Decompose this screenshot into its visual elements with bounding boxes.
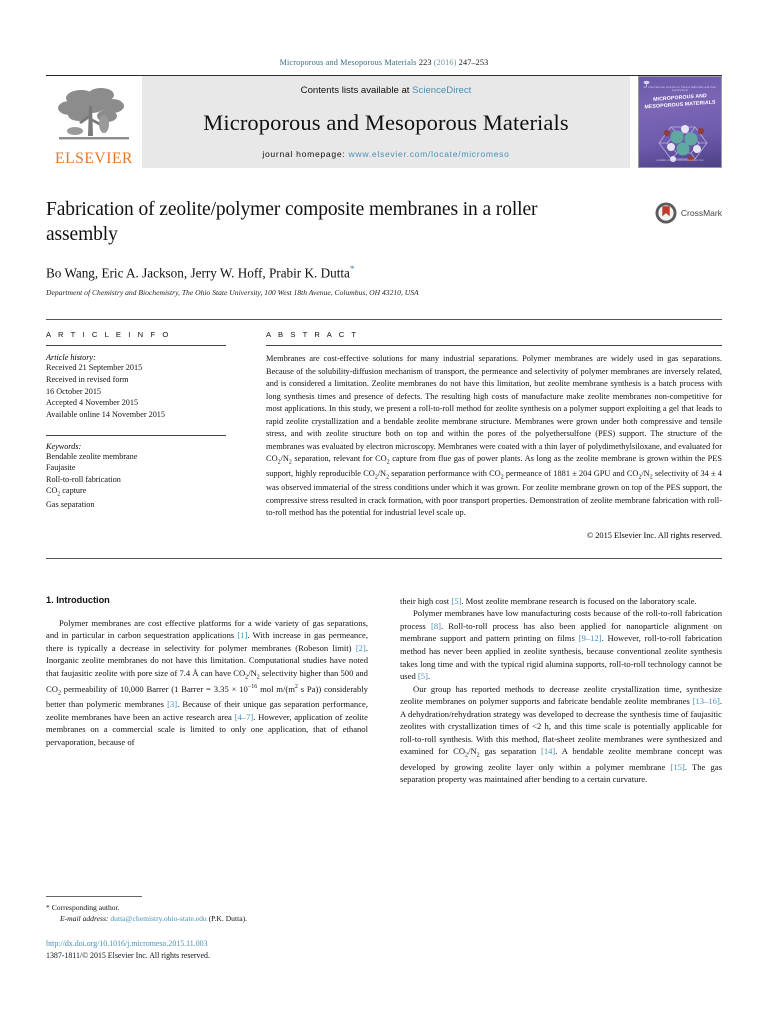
citation-ref[interactable]: [3] <box>167 699 178 709</box>
cover-top-line: An International Journal on Porous Materials and their Applications <box>643 86 717 92</box>
email-owner: (P.K. Dutta). <box>208 914 247 924</box>
doi-block <box>46 938 210 962</box>
keywords-block <box>46 435 226 511</box>
contents-prefix: Contents lists available at <box>300 85 410 96</box>
history-item: Received in revised form <box>46 374 129 384</box>
issn-copyright-line: 1387-1811/© 2015 Elsevier Inc. All rights reserved. <box>46 950 210 960</box>
history-item: Accepted 4 November 2015 <box>46 398 139 408</box>
abstract-copyright: © 2015 Elsevier Inc. All rights reserved. <box>586 530 722 540</box>
email-label: E-mail address: <box>60 914 109 924</box>
footnote-marker: * <box>46 903 50 912</box>
keyword-item: Roll-to-roll fabrication <box>46 474 121 484</box>
homepage-prefix: journal homepage: <box>262 149 346 159</box>
keywords-label: Keywords: <box>46 441 82 451</box>
intro-paragraph-3: Our group has reported methods to decrease zeolite crystallization time, synthesize zeolite membranes on polymer supports and fabricate bendable zeolite membranes [13–16]. A dehydration/rehydration strategy was developed to decrease the synthesis time of faujasitic zeolites with crystallization times of <2 h, and this time scale is potentially applicable for roll-to-roll synthesis. With this method, flat-sheet zeolite membranes were synthesized and examined for $CO_2/N_2$ gas separation [14]. A bendable zeolite membrane concept was developed by growing zeolite layer only within a polymer membrane [15]. The gas separation property was maintained after bending to a certain curvature. <box>400 683 723 785</box>
running-head-year: (2016) <box>433 58 457 67</box>
history-item: Available online 14 November 2015 <box>46 409 165 419</box>
citation-ref[interactable]: [1] <box>237 630 248 641</box>
info-section-bottom-rule <box>46 558 722 559</box>
crossmark-badge[interactable] <box>655 202 722 224</box>
page-title: Fabrication of zeolite/polymer composite membranes in a roller assembly <box>46 199 538 245</box>
corresponding-author-note <box>46 902 366 913</box>
keywords-rule <box>46 435 226 436</box>
crossmark-label: CrossMark <box>680 208 722 218</box>
homepage-url-link[interactable]: www.elsevier.com/locate/micromeso <box>348 149 510 159</box>
keyword-item-co2-capture: $CO_2$ capture <box>46 486 87 499</box>
abstract-text: Membranes are cost-effective solutions for many industrial separations. Polymer membranes are widely used in gas separations. Because of the solubility-diffusion mechanism of transport, the permeance and selectivity of polymer membranes are inversely related, and is considered a limitation. Zeolite membranes do not have this limitation, but zeolite membrane synthesis is a batch process with long synthesis times and presence of defects. The resulting high costs of manufacture make zeolite membranes non-competitive for most applications. In this study, we present a roll-to-roll method for zeolite synthesis on a polymer support exploiting a gel that leads to rapid zeolite crystallization and a bendable zeolite membrane structure. Membranes were grown under both compressive and tensile stress, and with zeolite structure both on top and within the pores of the polyethersulfone (PES) support. The structure of the membranes was evaluated by electron microscopy. Membranes were coated with a thin layer of polydimethylsiloxane, and evaluated for $CO_2/N_2$ separation, relevant for $CO_2$ capture from flue gas of power plants. As long as the zeolite membrane is grown within the PES support, highly reproducible $CO_2/N_2$ separation performance with $CO_2$ permeance of 1881 ± 204 GPU and $CO_2/N_2$ selectivity of 34 ± 4 was observed immaterial of the stress conditions under which it was grown. For zeolite membrane grown on top of the PES support, the compressive stress resulted in crack formation, with poor transport properties. Demonstration of zeolite membrane fabrication with roll-to-roll method has the potential for industrial level scale up. <box>266 354 723 518</box>
affiliation: Department of Chemistry and Biochemistry, The Ohio State University, 100 West 18th Avenue, Columbus, OH 43210, USA <box>46 288 419 298</box>
sciencedirect-link[interactable]: ScienceDirect <box>412 85 472 96</box>
intro-paragraph-1: Polymer membranes are cost effective platforms for a wide variety of gas separations, and in particular in carbon sequestration applications [1]. With increase in gas permeance, there is typically a decrease in selectivity for polymer membranes (Robeson limit) [2]. Inorganic zeolite membranes do not have this limitation. Computational studies have noted that faujasitic zeolite with pore size of 7.4 Å can have $CO_2/N_2$ selectivity higher than 500 and $CO_2$ permeability of 10,000 Barrer (1 Barrer = $3.35 \times 10^{-16}$ mol $m/(m^2$ s Pa)) considerably better than polymeric membranes [3]. Because of their unique gas separation performance, zeolite membranes have been an active research area [4–7]. However, application of zeolite membranes on a commercial scale is limited to only one application, that of ethanol pervaporation, because of <box>46 617 369 747</box>
citation-ref[interactable]: [4–7] <box>234 711 254 722</box>
journal-cover-thumbnail[interactable] <box>638 76 722 168</box>
abstract-heading: A B S T R A C T <box>266 330 359 340</box>
keyword-item: Gas separation <box>46 500 95 510</box>
cover-bottom-line: Available online at www.sciencedirect.com <box>656 159 704 162</box>
citation-ref[interactable]: [13–16] <box>692 696 720 707</box>
body-columns <box>46 595 722 786</box>
section-heading-introduction: 1. Introduction <box>46 594 110 605</box>
history-item: 16 October 2015 <box>46 386 102 396</box>
article-info-rule <box>46 345 226 346</box>
author-names: Bo Wang, Eric A. Jackson, Jerry W. Hoff, Prabir K. Dutta <box>46 265 350 281</box>
author-list <box>46 264 722 281</box>
running-head-journal: Microporous and Mesoporous Materials <box>279 58 417 67</box>
history-item: Received 21 September 2015 <box>46 363 143 373</box>
doi-link[interactable]: http://dx.doi.org/10.1016/j.micromeso.2015.11.003 <box>46 939 208 948</box>
elsevier-wordmark: ELSEVIER <box>55 149 133 167</box>
abstract-column <box>246 330 722 540</box>
article-history-label: Article history: <box>46 353 96 363</box>
footnote-block <box>46 896 366 925</box>
intro-paragraph-1-continued: their high cost [5]. Most zeolite membrane research is focused on the laboratory scale. <box>400 595 697 606</box>
citation-ref[interactable]: [5] <box>451 595 462 606</box>
cover-title: MICROPOROUS AND MESOPOROUS MATERIALS <box>644 93 716 111</box>
footnote-rule <box>46 896 142 897</box>
corresponding-author-text: Corresponding author. <box>51 903 120 912</box>
article-title-block <box>46 198 722 297</box>
citation-ref[interactable]: [9–12] <box>578 633 602 644</box>
keyword-item: Bendable zeolite membrane <box>46 451 138 461</box>
citation-ref[interactable]: [8] <box>430 620 441 631</box>
citation-ref[interactable]: [2] <box>355 642 366 653</box>
body-column-left <box>46 595 368 786</box>
corresponding-author-marker[interactable]: * <box>349 263 355 274</box>
journal-title: Microporous and Mesoporous Materials <box>203 109 569 135</box>
contents-available-line <box>301 85 472 96</box>
running-head-volume: 223 <box>418 58 432 67</box>
email-note <box>46 913 366 924</box>
info-abstract-row <box>46 320 722 540</box>
body-column-right <box>400 595 722 786</box>
running-head-pages: 247–253 <box>458 58 489 67</box>
masthead-center <box>142 76 630 168</box>
intro-paragraph-2: Polymer membranes have low manufacturing costs because of the roll-to-roll fabrication process [8]. Roll-to-roll process has also been applied for nanoparticle alignment on membrane support and pattern printing on films [9–12]. However, roll-to-roll fabrication method has never been applied in zeolite synthesis, because conventional zeolite synthesis takes long time and with the typical rigid alumina supports, roll-to-roll technology cannot be used [5]. <box>400 608 723 682</box>
email-link[interactable]: dutta@chemistry.ohio-state.edu <box>110 914 207 924</box>
citation-ref[interactable]: [14] <box>540 746 556 757</box>
elsevier-tree-icon <box>55 84 133 150</box>
article-info-column <box>46 330 246 540</box>
article-info-heading: A R T I C L E I N F O <box>46 330 171 340</box>
journal-homepage-line <box>262 149 509 159</box>
running-head <box>0 0 768 67</box>
journal-masthead <box>46 76 722 168</box>
crossmark-icon <box>655 202 677 224</box>
elsevier-logo <box>46 76 142 168</box>
citation-ref[interactable]: [5] <box>417 671 428 682</box>
cover-elsevier-mini-icon <box>643 80 650 88</box>
abstract-rule <box>266 345 722 346</box>
citation-ref[interactable]: [15] <box>670 761 685 772</box>
keyword-item: Faujasite <box>46 463 76 473</box>
